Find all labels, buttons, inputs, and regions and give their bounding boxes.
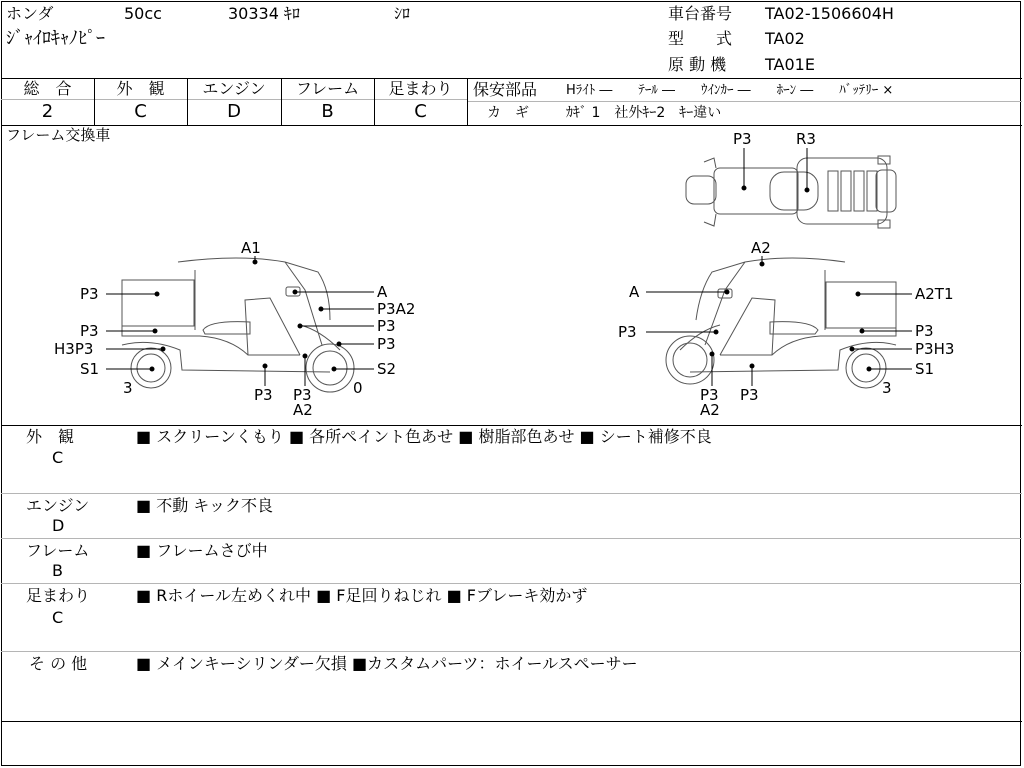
type-value: TA02 — [765, 29, 805, 48]
detail-title-frame: フレーム — [26, 541, 90, 560]
detail-text-suspension: ■ Rホイール左めくれ中 ■ F足回りねじれ ■ Fブレーキ効かず — [136, 586, 588, 605]
grade-value-frame: B — [321, 101, 334, 122]
keys-value: ｶｷﾞ 1 社外ｷｰ2 ｷｰ違い — [566, 105, 722, 121]
left-label-3: 3 — [123, 379, 133, 397]
chassis-label: 車台番号 — [668, 4, 733, 23]
detail-title-suspension: 足まわり — [26, 586, 91, 605]
divider — [1, 425, 1022, 426]
color: ｼﾛ — [394, 4, 411, 23]
top-label-p3: P3 — [733, 130, 752, 148]
right-label-a2: A2 — [751, 239, 771, 257]
grade-value-engine: D — [227, 101, 241, 122]
divider — [1, 651, 1022, 652]
left-label-a1: A1 — [241, 239, 261, 257]
grade-header-frame: フレーム — [295, 79, 360, 98]
left-view-drawing — [122, 258, 354, 392]
right-label-p3: P3 — [915, 322, 934, 340]
right-label-3: 3 — [882, 379, 892, 397]
diagram-labels — [54, 130, 954, 419]
right-label-p3h3: P3H3 — [915, 340, 955, 358]
divider — [1, 721, 1022, 722]
left-label-p3: P3 — [80, 322, 99, 340]
divider — [467, 78, 468, 125]
right-label-s1: S1 — [915, 360, 935, 378]
detail-grade-engine: D — [52, 516, 65, 535]
right-label-a2t1: A2T1 — [915, 285, 954, 303]
left-label-p3: P3 — [377, 335, 396, 353]
right-label-p3-bottom: P3 — [700, 386, 719, 404]
grade-header-engine: エンジン — [202, 79, 266, 98]
safety-items: Hﾗｲﾄ ― ﾃｰﾙ ― ｳｲﾝｶｰ ― ﾎｰﾝ ― ﾊﾞｯﾃﾘｰ × — [566, 83, 894, 98]
grade-header-suspension: 足まわり — [388, 79, 453, 98]
grade-value-exterior: C — [134, 101, 147, 122]
right-view-drawing — [666, 258, 896, 388]
left-label-a: A — [377, 283, 388, 301]
type-label: 型 式 — [668, 29, 733, 48]
left-label-p3-bottom: P3 — [254, 386, 273, 404]
left-label-p3-bottom: P3 — [293, 386, 312, 404]
grade-header-overall: 総 合 — [23, 79, 72, 98]
keys-label: カ ギ — [487, 105, 529, 121]
right-label-p3-bottom: P3 — [740, 386, 759, 404]
top-label-r3: R3 — [796, 130, 816, 148]
detail-grade-suspension: C — [52, 608, 64, 627]
detail-text-exterior: ■ スクリーンくもり ■ 各所ペイント色あせ ■ 樹脂部色あせ ■ シート補修不良 — [136, 427, 712, 446]
leader-lines — [106, 148, 912, 386]
maker: ホンダ — [6, 4, 54, 23]
detail-title-other: そ の 他 — [29, 654, 88, 673]
detail-text-frame: ■ フレームさび中 — [136, 541, 268, 560]
frame-note: フレーム交換車 — [6, 126, 111, 144]
divider — [1, 99, 467, 100]
safety-label: 保安部品 — [473, 80, 538, 99]
model-name: ｼﾞｬｲﾛｷｬﾉﾋﾟｰ — [6, 28, 105, 49]
grade-value-suspension: C — [414, 101, 427, 122]
left-label-a2-bottom: A2 — [293, 401, 313, 419]
engine-label: 原 動 機 — [668, 55, 727, 74]
left-label-p3: P3 — [80, 285, 99, 303]
left-label-0: 0 — [353, 379, 363, 397]
vehicle-diagram — [0, 125, 1024, 425]
divider — [467, 101, 1022, 102]
left-label-h3p3: H3P3 — [54, 340, 94, 358]
detail-grade-frame: B — [52, 561, 63, 580]
detail-grade-exterior: C — [52, 448, 64, 467]
left-label-s2: S2 — [377, 360, 397, 378]
right-label-a2-bottom: A2 — [700, 401, 720, 419]
grade-header-exterior: 外 観 — [116, 79, 165, 98]
top-view-drawing — [686, 156, 896, 228]
mileage: 30334 ｷﾛ — [228, 4, 300, 23]
left-label-p3a2: P3A2 — [377, 300, 416, 318]
detail-text-other: ■ メインキーシリンダー欠損 ■カスタムパーツ：ホイールスペーサー — [136, 654, 638, 673]
left-label-s1: S1 — [80, 360, 100, 378]
divider — [1, 493, 1022, 494]
grade-value-overall: 2 — [41, 101, 54, 122]
chassis-value: TA02-1506604H — [765, 4, 894, 23]
engine-value: TA01E — [765, 55, 815, 74]
detail-title-engine: エンジン — [26, 496, 90, 515]
right-label-p3: P3 — [618, 323, 637, 341]
divider — [1, 538, 1022, 539]
right-label-a: A — [629, 283, 640, 301]
divider — [1, 583, 1022, 584]
detail-text-engine: ■ 不動 キック不良 — [136, 496, 273, 515]
detail-title-exterior: 外 観 — [26, 427, 75, 446]
displacement: 50cc — [124, 4, 162, 23]
left-label-p3: P3 — [377, 317, 396, 335]
